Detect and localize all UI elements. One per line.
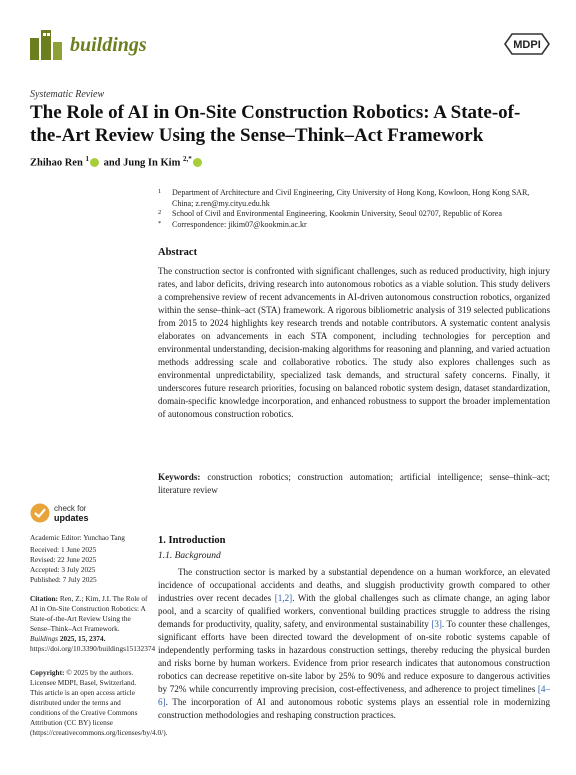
paper-title: The Role of AI in On-Site Construction Robotics: A State-of-the-Art Review Using the Sense–Think–Act Framework [30, 102, 521, 146]
copyright-text: © 2025 by the authors. Licensee MDPI, Basel, Switzerland. This article is an open access article distributed under the terms and conditions of the Creative Commons Attribution (CC BY) license (https://creativecommons.org/licenses/by/4.0/). [30, 668, 168, 737]
author-name: Zhihao Ren [30, 157, 83, 169]
abstract-heading: Abstract [158, 247, 198, 258]
orcid-icon[interactable] [193, 158, 202, 167]
citation-link[interactable]: [4–6] [158, 684, 550, 707]
affiliation-mark: 1 [158, 188, 162, 195]
author-list [30, 155, 204, 169]
citation-link[interactable]: [1,2] [274, 593, 293, 603]
publisher-name: MDPI [513, 39, 541, 51]
affiliation-text: School of Civil and Environmental Engineering, Kookmin University, Seoul 02707, Republic of Korea [172, 209, 502, 218]
check-for-updates-button[interactable] [30, 503, 148, 527]
affiliation-item [158, 220, 538, 231]
affiliation-text: Department of Architecture and Civil Engineering, City University of Hong Kong, Kowloon, Hong Kong SAR, China; z.ren@my.cityu.edu.hk [172, 188, 530, 208]
date-received: Received: 1 June 2025 [30, 545, 97, 554]
citation-doi[interactable]: https://doi.org/10.3390/buildings15132374 [30, 644, 156, 653]
affiliation-item [158, 209, 538, 220]
introduction-paragraph: The construction sector is marked by a substantial dependence on a human workforce, an elevated incidence of occupational accidents and deaths, and sluggish productivity growth compared to other industries over recent decades [1,2]. With the global challenges such as climate change, an aging labor pool, and a scarcity of qualified workers, conventional building practices struggle to address the rising demands for productivity, quality, safety, and environmental sustainability [3]. To counter these challenges, significant efforts have been directed toward the development of on-site robotic systems capable of independently performing tasks in hazardous construction settings, thereby reducing the physical burden and risks borne by human workers. Evidence from prior research indicates that autonomous construction robotics can decrease repetitive on-site labor by 25% to 90% and reduce exposure to dangerous activities by 72% while concurrently improving precision, cost-effectiveness, and adherence to project timelines [4–6]. The incorporation of AI and autonomous robotic systems plays an essential role in modernizing construction methodologies and reshaping construction practices. [158, 567, 550, 720]
journal-header [30, 26, 550, 62]
author-affil-mark: 2,* [182, 155, 192, 163]
citation-label: Citation: [30, 594, 58, 603]
buildings-logo-icon [30, 26, 64, 60]
journal-name: buildings [70, 34, 147, 56]
author-connector: and [103, 157, 121, 169]
citation-text: Ren, Z.; Kim, J.I. The Role of AI in On-Site Construction Robotics: A State-of-the-Art Review Using the Sense–Think–Act Framework. [30, 594, 148, 633]
abstract-text: The construction sector is confronted with significant challenges, such as reduced productivity, high injury rates, and labor deficits, driving research into autonomous robotics as a viable solution. This study delivers a comprehensive review of recent advancements in AI-driven autonomous construction robotics, organized within the sense–think–act (STA) framework. A rigorous bibliometric analysis of 319 selected publications from 2015 to 2024 highlights key research trends and notable contributors. A systematic content analysis elaborates on advancements in each STA component, including technologies for perception and environmental understanding, decision-making algorithms for reasoning and planning, and varied actuation methods addressing scale and collaborative robotics. The study also explores challenges such as environmental unpredictability, specialized task demands, and structural safety concerns. Finally, it underscores future research priorities, focusing on balanced robotic system design, dataset standardization, domain-specific knowledge incorporation, and enhanced robustness to support the broader implementation of autonomous construction robotics. [158, 266, 550, 419]
affiliations [158, 188, 538, 230]
copyright-block [30, 668, 168, 738]
orcid-icon[interactable] [90, 158, 99, 167]
affiliation-mark: 2 [158, 209, 162, 216]
date-published: Published: 7 July 2025 [30, 575, 97, 584]
check-updates-icon [30, 503, 50, 523]
keywords-text: construction robotics; construction automation; artificial intelligence; sense–think–act; literature review [158, 472, 550, 495]
introduction-heading: 1. Introduction [158, 535, 226, 546]
keywords-label: Keywords: [158, 472, 201, 482]
date-revised: Revised: 22 June 2025 [30, 555, 97, 564]
citation-block [30, 594, 156, 654]
affiliation-mark: * [158, 219, 162, 227]
citation-link[interactable]: [3] [431, 619, 442, 629]
copyright-label: Copyright: [30, 668, 65, 677]
affiliation-item [158, 188, 538, 209]
background-subheading: 1.1. Background [158, 551, 221, 561]
keywords [158, 471, 550, 497]
affiliation-text: Correspondence: jikim07@kookmin.ac.kr [172, 219, 307, 229]
academic-editor: Academic Editor: Yunchao Tang [30, 533, 125, 542]
article-type: Systematic Review [30, 89, 105, 100]
check-updates-label: check for updates [54, 504, 89, 523]
author-name: Jung In Kim [123, 157, 181, 169]
author-affil-mark: 1 [85, 155, 89, 163]
citation-volume: 2025, 15, 2374. [59, 634, 106, 643]
citation-journal: Buildings [30, 634, 58, 643]
mdpi-logo-icon [504, 32, 550, 56]
date-accepted: Accepted: 3 July 2025 [30, 565, 96, 574]
publication-dates [30, 545, 148, 585]
